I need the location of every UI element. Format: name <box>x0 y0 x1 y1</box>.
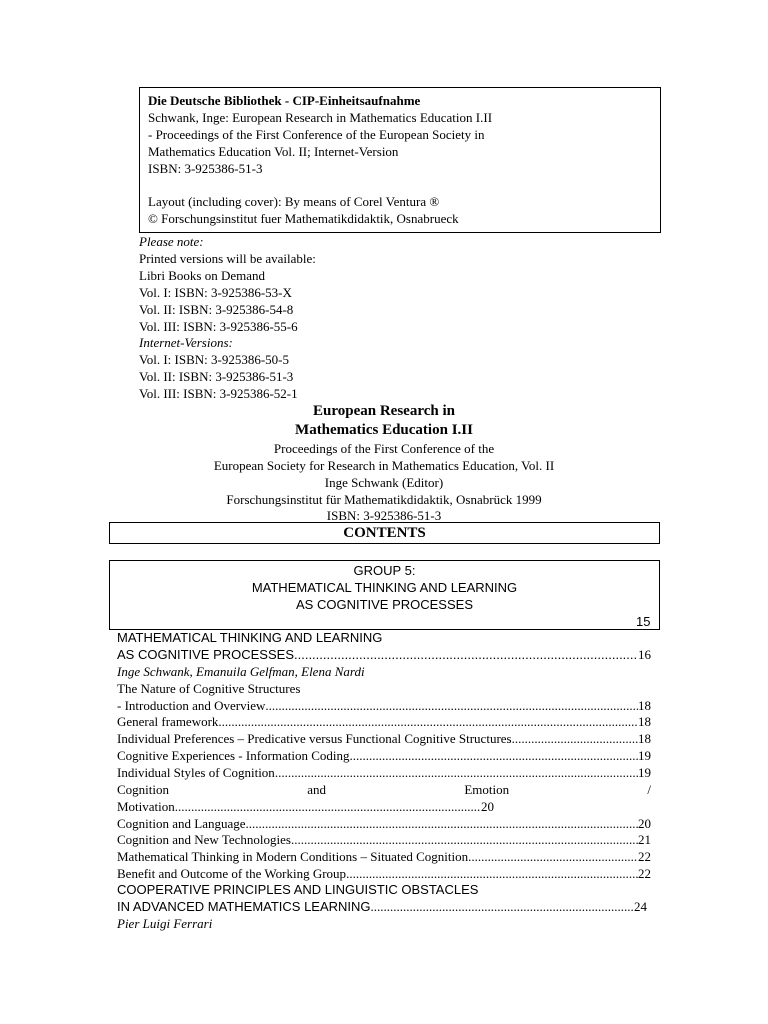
toc-entry <box>117 697 651 714</box>
cip-layout-line: Layout (including cover): By means of Corel Ventura ® <box>148 194 440 209</box>
contents-heading: CONTENTS <box>343 525 426 541</box>
book-title-line1: European Research in <box>313 403 455 419</box>
toc-page-number: 16 <box>638 647 651 662</box>
toc-entry <box>117 865 651 882</box>
toc-justified-line <box>117 781 651 798</box>
cip-copyright-line: © Forschungsinstitut fuer Mathematikdidaktik, Osnabrueck <box>148 211 459 226</box>
toc-entry-title: Motivation <box>117 799 175 814</box>
note-label: Please note: <box>139 234 204 249</box>
internet-line: Vol. II: ISBN: 3-925386-51-3 <box>139 369 294 384</box>
book-title-line2: Mathematics Education I.II <box>295 422 473 438</box>
internet-line: Vol. I: ISBN: 3-925386-50-5 <box>139 352 289 367</box>
toc-entry <box>117 815 651 832</box>
toc-authors: Inge Schwank, Emanuila Gelfman, Elena Nardi <box>117 664 365 679</box>
note-line: Printed versions will be available: <box>139 251 316 266</box>
toc-page-number: 18 <box>638 731 651 746</box>
note-line: Vol. I: ISBN: 3-925386-53-X <box>139 285 292 300</box>
cip-line: - Proceedings of the First Conference of the European Society in <box>148 127 485 142</box>
toc-entry <box>117 898 647 915</box>
editor-line: Inge Schwank (Editor) <box>324 475 444 490</box>
toc-entry <box>117 831 651 848</box>
note-line: Libri Books on Demand <box>139 268 266 283</box>
cip-line: Schwank, Inge: European Research in Mathematics Education I.II <box>148 110 493 125</box>
note-line: Vol. III: ISBN: 3-925386-55-6 <box>139 319 298 334</box>
toc-section-title: COOPERATIVE PRINCIPLES AND LINGUISTIC OBSTACLES <box>117 882 479 897</box>
toc-entry <box>117 798 494 815</box>
internet-line: Vol. III: ISBN: 3-925386-52-1 <box>139 386 298 401</box>
toc-entry-title: Cognition and Language <box>117 816 246 831</box>
toc-page-number: 20 <box>638 816 651 831</box>
toc-leader-dots <box>371 898 634 915</box>
toc-leader-dots <box>346 865 638 882</box>
toc-page-number: 19 <box>638 765 651 780</box>
toc-entry-title: Individual Styles of Cognition <box>117 765 275 780</box>
toc-entry <box>117 848 651 865</box>
toc-leader-dots <box>294 646 638 663</box>
note-line: Vol. II: ISBN: 3-925386-54-8 <box>139 302 294 317</box>
toc-leader-dots <box>350 747 638 764</box>
toc-entry-title: - Introduction and Overview <box>117 698 266 713</box>
internet-label: Internet-Versions: <box>139 335 233 350</box>
toc-subheading: The Nature of Cognitive Structures <box>117 681 301 696</box>
toc-page-number: 21 <box>638 832 651 847</box>
toc-word: / <box>647 782 651 797</box>
group-title-line: AS COGNITIVE PROCESSES <box>296 597 473 612</box>
toc-entry-title: Cognitive Experiences - Information Coding <box>117 748 350 763</box>
subtitle-line: European Society for Research in Mathematics Education, Vol. II <box>213 458 555 473</box>
toc-entry <box>117 747 651 764</box>
cip-heading: Die Deutsche Bibliothek - CIP-Einheitsaufnahme <box>148 93 421 108</box>
toc-leader-dots <box>512 730 638 747</box>
isbn-line: ISBN: 3-925386-51-3 <box>326 508 442 523</box>
toc-entry-title: Individual Preferences – Predicative versus Functional Cognitive Structures <box>117 731 512 746</box>
toc-leader-dots <box>175 798 481 815</box>
toc-entry <box>117 764 651 781</box>
toc-leader-dots <box>291 831 638 848</box>
toc-entry-title: Mathematical Thinking in Modern Conditions – Situated Cognition <box>117 849 469 864</box>
toc-page-number: 22 <box>638 849 651 864</box>
toc-entry <box>117 646 651 663</box>
toc-page-number: 19 <box>638 748 651 763</box>
toc-leader-dots <box>218 713 638 730</box>
toc-leader-dots <box>265 697 638 714</box>
cip-line: Mathematics Education Vol. II; Internet-Version <box>148 144 399 159</box>
toc-page-number: 22 <box>638 866 651 881</box>
toc-word: and <box>307 782 327 797</box>
subtitle-line: Proceedings of the First Conference of the <box>273 441 495 456</box>
toc-entry-title: IN ADVANCED MATHEMATICS LEARNING <box>117 899 371 914</box>
toc-page-number: 18 <box>638 698 651 713</box>
group-title-line: MATHEMATICAL THINKING AND LEARNING <box>251 580 518 595</box>
toc-page-number: 24 <box>634 899 647 914</box>
group-page-number: 15 <box>636 614 651 629</box>
toc-entry-title: Cognition and New Technologies <box>117 832 291 847</box>
toc-section-title: MATHEMATICAL THINKING AND LEARNING <box>117 630 383 645</box>
toc-page-number: 18 <box>638 714 651 729</box>
toc-leader-dots <box>246 815 638 832</box>
cip-isbn: ISBN: 3-925386-51-3 <box>148 161 263 176</box>
toc-leader-dots <box>275 764 638 781</box>
toc-entry-title: General framework <box>117 714 219 729</box>
group-label: GROUP 5: <box>353 563 416 578</box>
toc-entry-title: AS COGNITIVE PROCESSES <box>117 647 294 662</box>
toc-entry-title: Benefit and Outcome of the Working Group <box>117 866 347 881</box>
toc-entry <box>117 730 651 747</box>
toc-entry <box>117 713 651 730</box>
toc-leader-dots <box>468 848 638 865</box>
toc-word: Cognition <box>117 782 170 797</box>
toc-authors: Pier Luigi Ferrari <box>117 916 213 931</box>
toc-word: Emotion <box>464 782 510 797</box>
toc-page-number: 20 <box>481 799 494 814</box>
publisher-line: Forschungsinstitut für Mathematikdidaktik, Osnabrück 1999 <box>226 492 542 507</box>
